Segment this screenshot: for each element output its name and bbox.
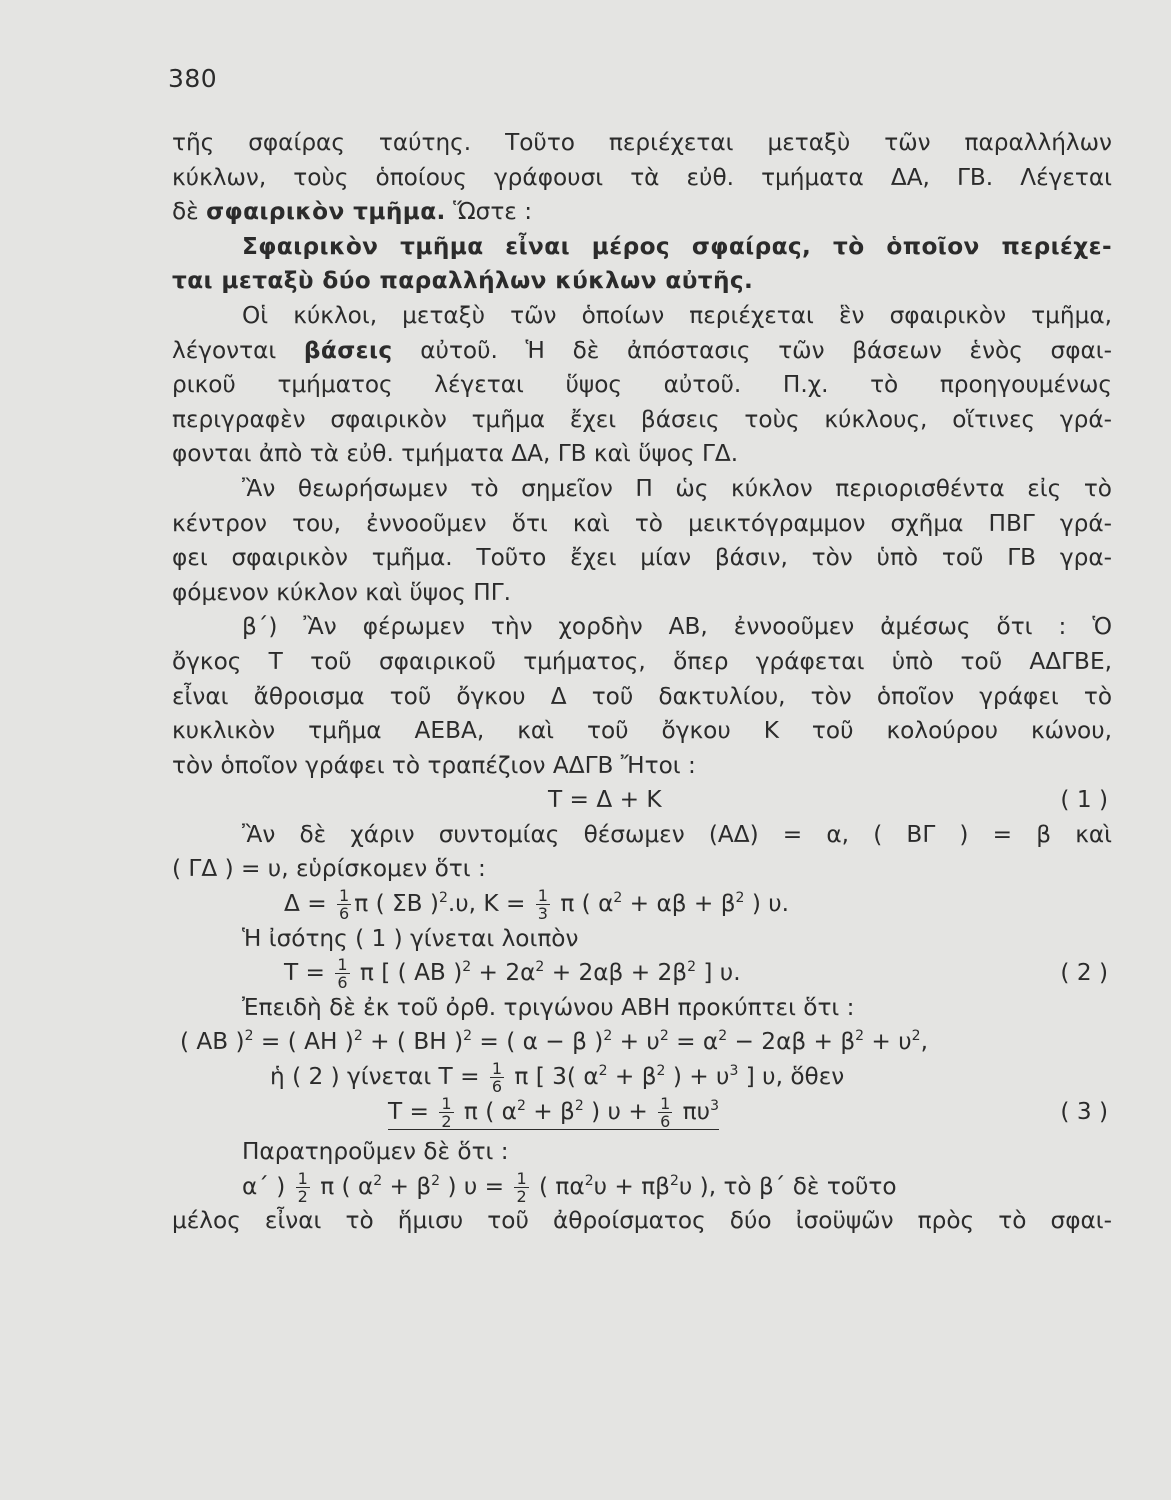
equation-number: ( 2 ) bbox=[1060, 959, 1108, 987]
fraction-numerator: 1 bbox=[491, 1059, 503, 1079]
exponent: 2 bbox=[462, 959, 472, 976]
exponent: 2 bbox=[656, 1063, 666, 1080]
fraction-denominator: 6 bbox=[337, 973, 348, 993]
equation-delta-k bbox=[172, 887, 1112, 922]
text-line bbox=[172, 334, 1112, 369]
term-spherical-segment: σφαιρικὸν τμῆμα. bbox=[206, 198, 446, 226]
text-line: Παρατηροῦμεν δὲ ὅτι : bbox=[242, 1138, 509, 1166]
text-line: φονται ἀπὸ τὰ εὐθ. τμήματα ΔΑ, ΓΒ καὶ ὕψος ΓΔ. bbox=[172, 440, 739, 468]
eq-part: π ( α bbox=[312, 1172, 374, 1200]
eq-part: ) + υ bbox=[665, 1063, 730, 1091]
equation-alpha bbox=[172, 1170, 1112, 1205]
eq-part: ( πα bbox=[531, 1172, 585, 1200]
text-span: λέγονται bbox=[172, 336, 304, 364]
fraction-numerator: 1 bbox=[337, 955, 348, 975]
text-line: Ἂν θεωρήσωμεν τὸ σημεῖον Π ὡς κύκλον περιορισθέντα εἰς τὸ bbox=[242, 474, 1112, 502]
fraction bbox=[658, 1095, 672, 1130]
eq-part: υ ), τὸ β΄ δὲ τοῦτο bbox=[678, 1172, 897, 1200]
text-line: Ἂν δὲ χάριν συντομίας θέσωμεν (ΑΔ) = α, ( ΒΓ ) = β καὶ bbox=[242, 820, 1112, 848]
fraction-numerator: 1 bbox=[516, 1168, 527, 1188]
fraction-numerator: 1 bbox=[660, 1093, 671, 1113]
exponent: 2 bbox=[431, 1172, 441, 1189]
text-span: Ὥστε : bbox=[445, 198, 533, 226]
eq-part: − 2αβ + β bbox=[727, 1028, 856, 1056]
fraction-denominator: 6 bbox=[491, 1077, 503, 1097]
eq-part: , bbox=[920, 1028, 928, 1056]
text-span: δὲ bbox=[172, 198, 207, 226]
equation-3 bbox=[172, 1095, 1112, 1130]
exponent: 2 bbox=[438, 890, 448, 907]
eq-part: ἡ ( 2 ) γίνεται Τ = bbox=[270, 1063, 487, 1091]
definition-line: ται μεταξὺ δύο παραλλήλων κύκλων αὐτῆς. bbox=[172, 267, 754, 295]
text-line bbox=[172, 195, 1112, 230]
text-line: κυκλικὸν τμῆμα ΑΕΒΑ, καὶ τοῦ ὄγκου Κ τοῦ κολούρου κώνου, bbox=[172, 717, 1112, 745]
eq-part: = ( ΑΗ ) bbox=[253, 1028, 354, 1056]
eq-part: π ( ΣΒ ) bbox=[354, 890, 439, 918]
eq-part: Τ = bbox=[284, 959, 333, 987]
exponent: 3 bbox=[710, 1097, 719, 1114]
text-line: Ἡ ἰσότης ( 1 ) γίνεται λοιπὸν bbox=[242, 924, 579, 952]
exponent: 2 bbox=[855, 1028, 865, 1045]
text-line: τῆς σφαίρας ταύτης. Τοῦτο περιέχεται μεταξὺ τῶν παραλλήλων bbox=[172, 129, 1112, 156]
eq-part: π ( α bbox=[456, 1097, 517, 1125]
exponent: 2 bbox=[718, 1028, 728, 1045]
fraction-denominator: 2 bbox=[441, 1111, 452, 1131]
eq-part: ) υ = bbox=[440, 1172, 512, 1200]
eq-part: π ( α bbox=[552, 890, 614, 918]
equation-number: ( 3 ) bbox=[1060, 1097, 1108, 1125]
text-line: τὸν ὁποῖον γράφει τὸ τραπέζιον ΑΔΓΒ Ἤτοι : bbox=[172, 751, 696, 779]
exponent: 2 bbox=[687, 959, 696, 976]
text-line: περιγραφὲν σφαιρικὸν τμῆμα ἔχει βάσεις τοὺς κύκλους, οἵτινες γρά- bbox=[172, 405, 1112, 433]
equation-number: ( 1 ) bbox=[1060, 786, 1108, 814]
text-line: β΄) Ἂν φέρωμεν τὴν χορδὴν ΑΒ, ἐννοοῦμεν ἀμέσως ὅτι : Ὁ bbox=[242, 613, 1112, 641]
text-line: ( ΓΔ ) = υ, εὑρίσκομεν ὅτι : bbox=[172, 855, 486, 883]
eq-part: = ( α − β ) bbox=[472, 1028, 604, 1056]
eq-part: π [ 3( α bbox=[507, 1063, 599, 1091]
eq-part: = α bbox=[668, 1028, 719, 1056]
eq-part: + β bbox=[525, 1097, 575, 1125]
eq-part: ) υ. bbox=[744, 890, 790, 918]
text-line: μέλος εἶναι τὸ ἥμισυ τοῦ ἀθροίσματος δύο ἰσοϋψῶν πρὸς τὸ σφαι- bbox=[172, 1207, 1112, 1235]
term-bases: βάσεις bbox=[303, 336, 393, 364]
exponent: 2 bbox=[373, 1172, 383, 1189]
text-span: αὐτοῦ. Ἡ δὲ ἀπόστασις τῶν βάσεων ἑνὸς σφαι- bbox=[392, 336, 1112, 364]
definition-line: Σφαιρικὸν τμῆμα εἶναι μέρος σφαίρας, τὸ ὁποῖον περιέχε- bbox=[242, 232, 1112, 260]
exponent: 2 bbox=[353, 1028, 363, 1045]
text-line: φει σφαιρικὸν τμῆμα. Τοῦτο ἔχει μίαν βάσιν, τὸν ὑπὸ τοῦ ΓΒ γρα- bbox=[172, 544, 1112, 572]
fraction bbox=[337, 887, 351, 922]
fraction-denominator: 2 bbox=[297, 1186, 308, 1206]
equation-3-underlined bbox=[388, 1093, 719, 1131]
eq-part: + 2αβ + 2β bbox=[544, 959, 688, 987]
exponent: 2 bbox=[535, 959, 545, 976]
eq-part: ) υ + bbox=[583, 1097, 656, 1125]
fraction-numerator: 1 bbox=[537, 886, 548, 906]
page-body bbox=[172, 126, 1112, 1239]
text-line: Ἐπειδὴ δὲ ἐκ τοῦ ὀρθ. τριγώνου ΑΒΗ προκύπτει ὅτι : bbox=[242, 993, 855, 1021]
eq-part: ] υ, ὅθεν bbox=[738, 1063, 845, 1091]
fraction bbox=[439, 1095, 453, 1130]
text-line: ὄγκος Τ τοῦ σφαιρικοῦ τμήματος, ὅπερ γράφεται ὑπὸ τοῦ ΑΔΓΒΕ, bbox=[172, 647, 1112, 675]
exponent: 2 bbox=[603, 1028, 613, 1045]
eq-part: ( ΑΒ ) bbox=[180, 1028, 245, 1056]
exponent: 3 bbox=[729, 1063, 739, 1080]
exponent: 2 bbox=[244, 1028, 254, 1045]
eq-part: ] υ. bbox=[695, 959, 741, 987]
fraction bbox=[536, 887, 550, 922]
eq-part: π [ ( ΑΒ ) bbox=[352, 959, 463, 987]
eq-part: + υ bbox=[864, 1028, 912, 1056]
fraction bbox=[514, 1170, 528, 1205]
exponent: 2 bbox=[735, 890, 745, 907]
fraction-denominator: 6 bbox=[660, 1111, 671, 1131]
equation-1 bbox=[172, 783, 1112, 818]
fraction-numerator: 1 bbox=[441, 1093, 452, 1113]
exponent: 2 bbox=[516, 1097, 526, 1114]
fraction-denominator: 3 bbox=[537, 904, 548, 924]
eq-part: Τ = bbox=[388, 1097, 437, 1125]
text-line: κύκλων, τοὺς ὁποίους γράφουσι τὰ εὐθ. τμήματα ΔΑ, ΓΒ. Λέγεται bbox=[172, 163, 1112, 191]
fraction-denominator: 6 bbox=[339, 904, 350, 924]
equation-ab-squared bbox=[172, 1025, 1112, 1060]
exponent: 2 bbox=[463, 1028, 473, 1045]
exponent: 2 bbox=[669, 1172, 679, 1189]
eq-part: πυ bbox=[675, 1097, 711, 1125]
exponent: 2 bbox=[574, 1097, 584, 1114]
exponent: 2 bbox=[659, 1028, 669, 1045]
text-line: φόμενον κύκλον καὶ ὕψος ΠΓ. bbox=[172, 578, 511, 606]
fraction-denominator: 2 bbox=[516, 1186, 527, 1206]
text-line: κέντρον του, ἐννοοῦμεν ὅτι καὶ τὸ μεικτόγραμμον σχῆμα ΠΒΓ γρά- bbox=[172, 509, 1112, 537]
text-line: ρικοῦ τμήματος λέγεται ὕψος αὐτοῦ. Π.χ. τὸ προηγουμένως bbox=[172, 371, 1112, 399]
text-line: Οἱ κύκλοι, μεταξὺ τῶν ὁποίων περιέχεται ἓν σφαιρικὸν τμῆμα, bbox=[242, 301, 1112, 329]
eq-part: Δ = bbox=[284, 890, 335, 918]
eq-part: α΄ ) bbox=[242, 1172, 293, 1200]
fraction-numerator: 1 bbox=[339, 886, 350, 906]
eq-part: + αβ + β bbox=[622, 890, 736, 918]
fraction bbox=[296, 1170, 310, 1205]
page-number: 380 bbox=[168, 64, 218, 93]
equation-text: Τ = Δ + Κ bbox=[548, 786, 662, 814]
fraction-numerator: 1 bbox=[297, 1168, 308, 1188]
exponent: 2 bbox=[613, 890, 623, 907]
equation-2 bbox=[172, 956, 1112, 991]
fraction bbox=[335, 956, 349, 991]
eq-part: + 2α bbox=[471, 959, 536, 987]
eq-part: + β bbox=[382, 1172, 432, 1200]
exponent: 2 bbox=[584, 1172, 594, 1189]
fraction bbox=[490, 1060, 504, 1095]
equation-substituted bbox=[172, 1060, 1112, 1095]
eq-part: + υ bbox=[612, 1028, 660, 1056]
eq-part: υ + πβ bbox=[593, 1172, 670, 1200]
eq-part: + β bbox=[607, 1063, 657, 1091]
eq-part: .υ, Κ = bbox=[447, 890, 533, 918]
eq-part: + ( ΒΗ ) bbox=[362, 1028, 464, 1056]
exponent: 2 bbox=[598, 1063, 608, 1080]
exponent: 2 bbox=[911, 1028, 921, 1045]
text-line: εἶναι ἄθροισμα τοῦ ὄγκου Δ τοῦ δακτυλίου, τὸν ὁποῖον γράφει τὸ bbox=[172, 682, 1112, 710]
